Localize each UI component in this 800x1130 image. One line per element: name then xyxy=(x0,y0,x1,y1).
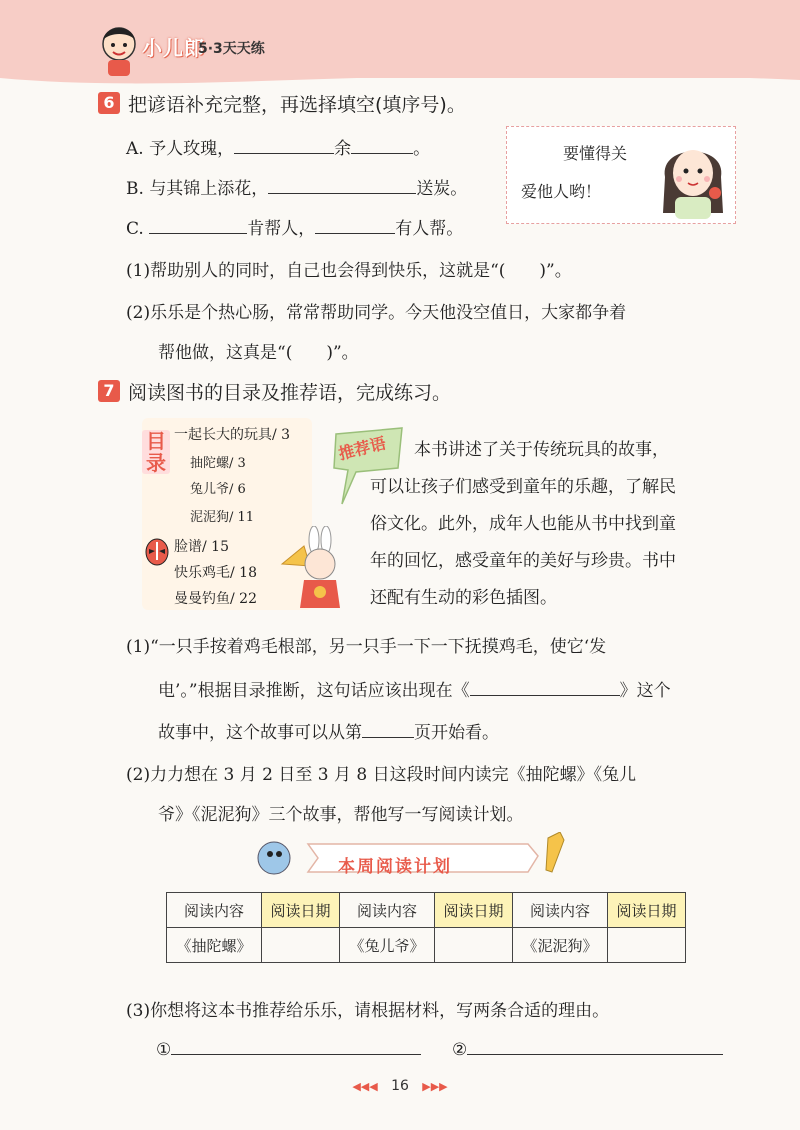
blank-story-name[interactable] xyxy=(470,677,620,696)
q6-item-a: A. 予人玫瑰， 余 。 xyxy=(126,134,430,159)
recommend-line: 还配有生动的彩色插图。 xyxy=(370,588,557,608)
plan-date-cell[interactable] xyxy=(607,928,685,963)
blank-c1[interactable] xyxy=(149,215,247,234)
toc-item: 快乐鸡毛/ 18 xyxy=(174,565,257,581)
q6-item-c: C. 肯帮人， 有人帮。 xyxy=(126,214,463,239)
recommend-badge: 推荐语 xyxy=(336,433,388,464)
arrow-right-icon: ▶▶▶ xyxy=(422,1080,448,1093)
plan-header: 阅读日期 xyxy=(434,893,512,928)
reading-plan-table xyxy=(166,892,686,963)
q6-sub-1: (1)帮助别人的同时，自己也会得到快乐，这就是“( )”。 xyxy=(126,261,572,281)
page-footer xyxy=(0,1078,800,1094)
question-7-title: 阅读图书的目录及推荐语，完成练习。 xyxy=(128,382,452,404)
arrow-left-icon: ◀◀◀ xyxy=(352,1080,378,1093)
toc-item: 脸谱/ 15 xyxy=(174,539,229,555)
plan-header: 阅读日期 xyxy=(607,893,685,928)
girl-illustration-icon xyxy=(655,133,731,219)
plan-book: 《兔儿爷》 xyxy=(339,928,434,963)
page-number: 16 xyxy=(391,1078,409,1094)
q7-sub-1b: 电’。”根据目录推断，这句话应该出现在《 》这个 xyxy=(158,676,671,701)
table-row xyxy=(167,928,686,963)
blank-c2[interactable] xyxy=(315,215,395,234)
q6-item-b: B. 与其锦上添花， 送炭。 xyxy=(126,174,467,199)
toc-item: 泥泥狗/ 11 xyxy=(190,510,255,525)
q7-sub-1a: (1)“一只手按着鸡毛根部，另一只手一下一下抚摸鸡毛，使它‘发 xyxy=(126,637,607,657)
tip-line-2: 爱他人哟！ xyxy=(521,182,602,201)
opera-mask-icon xyxy=(144,538,170,566)
plan-header: 阅读日期 xyxy=(261,893,339,928)
question-6-number: 6 xyxy=(98,92,120,114)
blank-page-number[interactable] xyxy=(362,719,414,738)
q7-sub-3: (3)你想将这本书推荐给乐乐，请根据材料，写两条合适的理由。 xyxy=(126,1001,610,1021)
recommend-text xyxy=(344,432,734,617)
plan-header: 阅读内容 xyxy=(167,893,262,928)
plan-book: 《抽陀螺》 xyxy=(167,928,262,963)
series-name: 5·3天天练 xyxy=(198,41,265,57)
toc-item: 曼曼钓鱼/ 22 xyxy=(174,591,257,607)
plan-book: 《泥泥狗》 xyxy=(512,928,607,963)
plan-header: 阅读内容 xyxy=(512,893,607,928)
toc-item: 一起长大的玩具/ 3 xyxy=(174,427,291,443)
tip-card xyxy=(506,126,736,224)
q6-sub-2a: (2)乐乐是个热心肠，常常帮助同学。今天他没空值日，大家都争着 xyxy=(126,303,627,323)
toc-item: 兔儿爷/ 6 xyxy=(190,482,246,497)
toc-item: 抽陀螺/ 3 xyxy=(190,456,246,471)
q7-sub-1c: 故事中，这个故事可以从第 页开始看。 xyxy=(158,718,499,743)
table-row xyxy=(167,893,686,928)
boy-mascot-icon xyxy=(96,22,142,78)
plan-header: 阅读内容 xyxy=(339,893,434,928)
plan-date-cell[interactable] xyxy=(434,928,512,963)
q7-sub-2b: 爷》《泥泥狗》三个故事，帮他写一写阅读计划。 xyxy=(158,805,524,825)
recommend-line: 俗文化。此外，成年人也能从书中找到童 xyxy=(370,514,676,534)
answer-2: ② xyxy=(452,1036,723,1060)
plan-date-cell[interactable] xyxy=(261,928,339,963)
blank-reason-1[interactable] xyxy=(171,1036,421,1055)
q6-sub-2b: 帮他做，这真是“( )”。 xyxy=(158,343,359,363)
tip-line-1: 要懂得关 xyxy=(563,144,628,163)
recommend-line: 本书讲述了关于传统玩具的故事， xyxy=(414,440,669,460)
blank-b1[interactable] xyxy=(268,175,416,194)
blank-reason-2[interactable] xyxy=(467,1036,723,1055)
recommend-line: 可以让孩子们感受到童年的乐趣，了解民 xyxy=(370,477,676,497)
brand-logo: 小儿郎 xyxy=(142,36,205,60)
question-7-number: 7 xyxy=(98,380,120,402)
plan-title: 本周阅读计划 xyxy=(338,857,452,877)
toc-title: 目录 xyxy=(142,430,170,474)
recommend-line: 年的回忆，感受童年的美好与珍贵。书中 xyxy=(370,551,676,571)
blank-a1[interactable] xyxy=(234,135,334,154)
q7-sub-2a: (2)力力想在 3 月 2 日至 3 月 8 日这段时间内读完《抽陀螺》《兔儿 xyxy=(126,765,637,785)
answer-1: ① xyxy=(156,1036,421,1060)
question-6-title: 把谚语补充完整，再选择填空(填序号)。 xyxy=(128,94,466,116)
blank-a2[interactable] xyxy=(351,135,413,154)
